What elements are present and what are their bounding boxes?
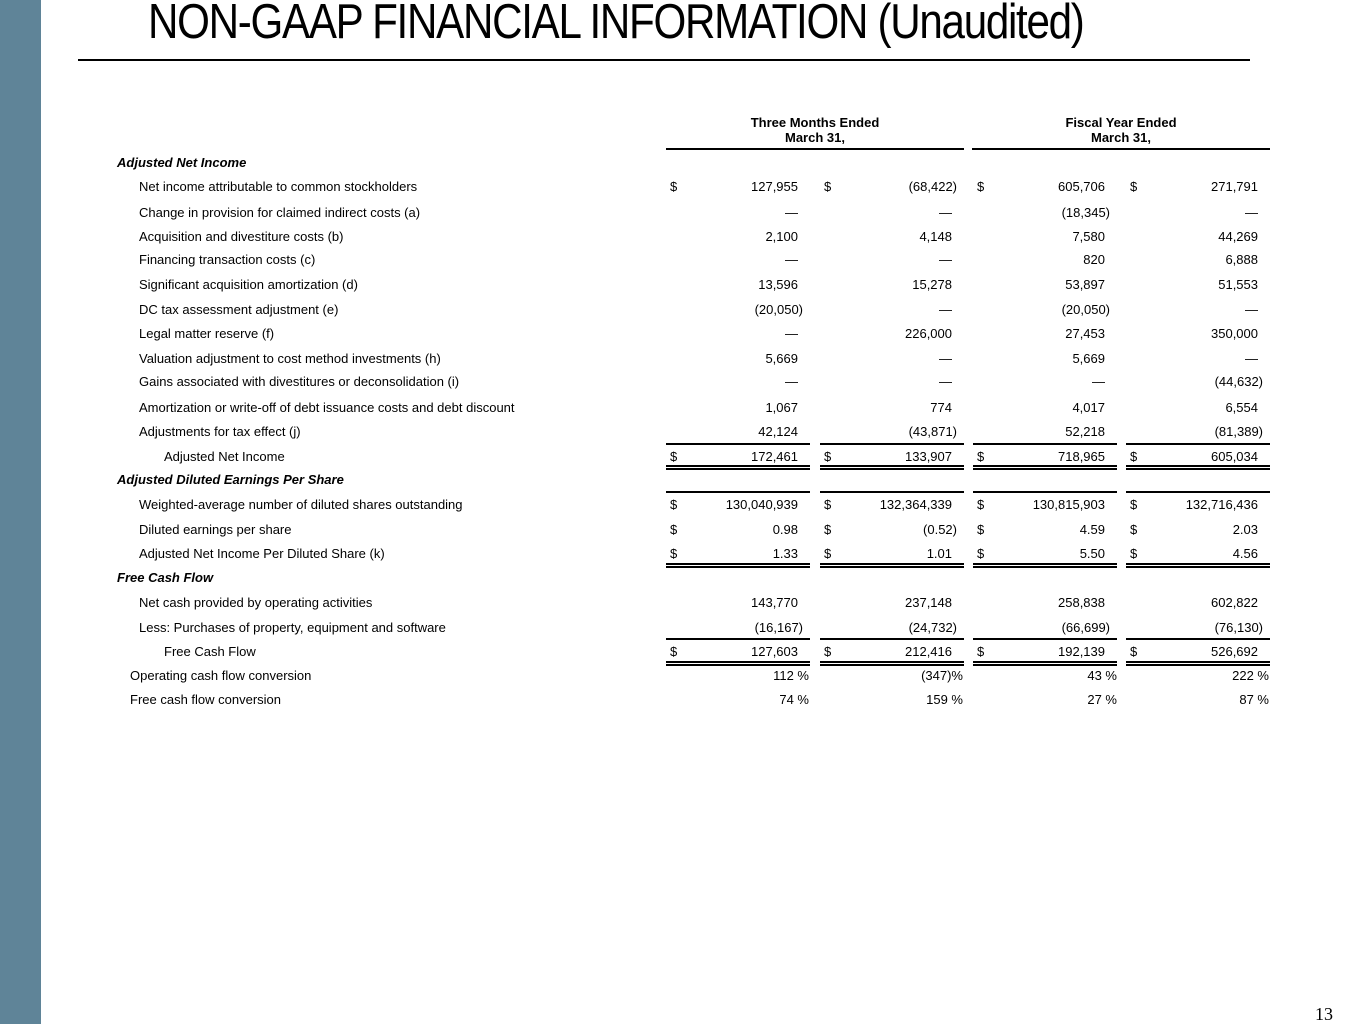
table-row-acquisition-amortization xyxy=(0,275,1365,295)
currency-symbol: $ xyxy=(824,179,832,194)
cell-value: (76,130) xyxy=(1214,620,1263,635)
cell-value: 112 % xyxy=(773,668,809,683)
cell-value: 350,000 xyxy=(1211,326,1258,341)
currency-symbol: $ xyxy=(824,449,832,464)
cell-value: 602,822 xyxy=(1211,595,1258,610)
cell-value: (20,050) xyxy=(1061,302,1110,317)
row-label: Adjusted Net Income Per Diluted Share (k) xyxy=(139,546,385,561)
section-label: Adjusted Diluted Earnings Per Share xyxy=(117,472,344,487)
table-row-valuation-adjustment xyxy=(0,349,1365,369)
row-label: Adjusted Net Income xyxy=(164,449,285,464)
cell-value: 271,791 xyxy=(1211,179,1258,194)
header-fiscal-year xyxy=(972,115,1270,145)
cell-value: 2,100 xyxy=(765,229,798,244)
cell-value: 5,669 xyxy=(1072,351,1105,366)
section-label: Free Cash Flow xyxy=(117,570,214,585)
cell-value: — xyxy=(785,205,798,220)
table-row-legal-matter-reserve xyxy=(0,324,1365,344)
cell-value: — xyxy=(1092,374,1105,389)
cell-value: (24,732) xyxy=(908,620,957,635)
cell-value: (66,699) xyxy=(1061,620,1110,635)
row-label: Financing transaction costs (c) xyxy=(139,252,316,267)
table-row-adjusted-eps xyxy=(0,544,1365,564)
currency-symbol: $ xyxy=(977,546,985,561)
row-label: Valuation adjustment to cost method investments (h) xyxy=(139,351,441,366)
cell-value: (43,871) xyxy=(908,424,957,439)
cell-value: 0.98 xyxy=(772,522,798,537)
cell-value: 4,017 xyxy=(1072,400,1105,415)
cell-value: 4.59 xyxy=(1079,522,1105,537)
currency-symbol: $ xyxy=(670,449,678,464)
currency-symbol: $ xyxy=(1130,179,1138,194)
cell-value: 4,148 xyxy=(919,229,952,244)
row-label: Operating cash flow conversion xyxy=(130,668,312,683)
cell-value: 132,716,436 xyxy=(1185,497,1258,512)
currency-symbol: $ xyxy=(1130,497,1138,512)
cell-value: 605,706 xyxy=(1058,179,1105,194)
subtotal-rule xyxy=(1126,638,1270,640)
currency-symbol: $ xyxy=(977,497,985,512)
cell-value: 2.03 xyxy=(1232,522,1258,537)
cell-value: — xyxy=(1245,205,1258,220)
currency-symbol: $ xyxy=(824,644,832,659)
cell-value: 774 xyxy=(930,400,952,415)
table-row-free-conversion xyxy=(0,690,1365,710)
currency-symbol: $ xyxy=(824,497,832,512)
subtotal-rule xyxy=(973,638,1117,640)
table-row-change-in-provision xyxy=(0,203,1365,223)
currency-symbol: $ xyxy=(670,522,678,537)
table-row-net-income xyxy=(0,177,1365,197)
currency-symbol: $ xyxy=(1130,522,1138,537)
header-fiscal-year-line2: March 31, xyxy=(1091,130,1151,145)
header-three-months-line1: Three Months Ended xyxy=(750,115,880,130)
cell-value: — xyxy=(785,326,798,341)
row-label: Acquisition and divestiture costs (b) xyxy=(139,229,344,244)
cell-value: 44,269 xyxy=(1218,229,1258,244)
row-label: Change in provision for claimed indirect costs (a) xyxy=(139,205,421,220)
cell-value: — xyxy=(785,252,798,267)
cell-value: 52,218 xyxy=(1065,424,1105,439)
table-row-diluted-eps xyxy=(0,520,1365,540)
subtotal-rule xyxy=(1126,443,1270,445)
table-row-financing-costs xyxy=(0,250,1365,270)
section-rule xyxy=(1126,491,1270,493)
table-row-capex xyxy=(0,618,1365,638)
table-row-free-cash-flow xyxy=(0,642,1365,662)
page-title: NON-GAAP FINANCIAL INFORMATION (Unaudited) xyxy=(148,0,1084,49)
cell-value: 258,838 xyxy=(1058,595,1105,610)
cell-value: (81,389) xyxy=(1214,424,1263,439)
cell-value: 74 % xyxy=(779,692,809,707)
cell-value: (68,422) xyxy=(908,179,957,194)
table-row-divestiture-gains xyxy=(0,372,1365,392)
subtotal-rule xyxy=(666,638,810,640)
cell-value: 820 xyxy=(1083,252,1105,267)
cell-value: — xyxy=(1245,302,1258,317)
row-label: Less: Purchases of property, equipment and software xyxy=(139,620,446,635)
currency-symbol: $ xyxy=(824,522,832,537)
table-row-adjusted-net-income xyxy=(0,447,1365,467)
currency-symbol: $ xyxy=(977,449,985,464)
currency-symbol: $ xyxy=(1130,546,1138,561)
table-row-operating-cash xyxy=(0,593,1365,613)
row-label: Gains associated with divestitures or deconsolidation (i) xyxy=(139,374,460,389)
row-label: Significant acquisition amortization (d) xyxy=(139,277,358,292)
cell-value: 526,692 xyxy=(1211,644,1258,659)
header-three-months-rule xyxy=(666,148,964,150)
section-rule xyxy=(973,491,1117,493)
cell-value: 143,770 xyxy=(751,595,798,610)
header-three-months xyxy=(666,115,964,145)
title-divider xyxy=(78,59,1250,61)
currency-symbol: $ xyxy=(824,546,832,561)
cell-value: — xyxy=(1245,351,1258,366)
cell-value: 7,580 xyxy=(1072,229,1105,244)
cell-value: (20,050) xyxy=(754,302,803,317)
row-label: Diluted earnings per share xyxy=(139,522,292,537)
cell-value: 718,965 xyxy=(1058,449,1105,464)
cell-value: 6,554 xyxy=(1225,400,1258,415)
cell-value: 212,416 xyxy=(905,644,952,659)
cell-value: 27 % xyxy=(1087,692,1117,707)
row-label: Weighted-average number of diluted shares outstanding xyxy=(139,497,463,512)
header-fiscal-year-rule xyxy=(972,148,1270,150)
section-free-cash-flow xyxy=(0,568,1365,588)
table-row-debt-amortization xyxy=(0,398,1365,418)
cell-value: — xyxy=(939,252,952,267)
currency-symbol: $ xyxy=(670,644,678,659)
row-label: Free Cash Flow xyxy=(164,644,256,659)
page-number: 13 xyxy=(1315,1004,1333,1024)
row-label: Net cash provided by operating activities xyxy=(139,595,373,610)
cell-value: 222 % xyxy=(1232,668,1269,683)
subtotal-rule xyxy=(666,443,810,445)
section-rule xyxy=(820,491,964,493)
header-fiscal-year-line1: Fiscal Year Ended xyxy=(1065,115,1177,130)
currency-symbol: $ xyxy=(977,644,985,659)
cell-value: — xyxy=(939,374,952,389)
cell-value: (0.52) xyxy=(923,522,957,537)
cell-value: 87 % xyxy=(1239,692,1269,707)
cell-value: 237,148 xyxy=(905,595,952,610)
table-row-acquisition-costs xyxy=(0,227,1365,247)
cell-value: 4.56 xyxy=(1232,546,1258,561)
cell-value: 42,124 xyxy=(758,424,798,439)
row-label: Adjustments for tax effect (j) xyxy=(139,424,301,439)
cell-value: 5,669 xyxy=(765,351,798,366)
row-label: Amortization or write-off of debt issuance costs and debt discount xyxy=(139,400,515,415)
cell-value: 5.50 xyxy=(1079,546,1105,561)
cell-value: — xyxy=(939,302,952,317)
currency-symbol: $ xyxy=(977,179,985,194)
row-label: DC tax assessment adjustment (e) xyxy=(139,302,339,317)
cell-value: (16,167) xyxy=(754,620,803,635)
cell-value: 27,453 xyxy=(1065,326,1105,341)
currency-symbol: $ xyxy=(1130,644,1138,659)
cell-value: 13,596 xyxy=(758,277,798,292)
subtotal-rule xyxy=(973,443,1117,445)
section-label: Adjusted Net Income xyxy=(117,155,247,170)
table-row-diluted-shares xyxy=(0,495,1365,515)
cell-value: — xyxy=(939,205,952,220)
section-adjusted-eps xyxy=(0,470,1365,490)
cell-value: (18,345) xyxy=(1061,205,1110,220)
subtotal-rule xyxy=(820,638,964,640)
cell-value: — xyxy=(939,351,952,366)
cell-value: 15,278 xyxy=(912,277,952,292)
cell-value: (44,632) xyxy=(1214,374,1263,389)
cell-value: — xyxy=(785,374,798,389)
cell-value: 133,907 xyxy=(905,449,952,464)
table-row-operating-conversion xyxy=(0,666,1365,686)
currency-symbol: $ xyxy=(670,497,678,512)
cell-value: 130,040,939 xyxy=(725,497,798,512)
cell-value: 1.01 xyxy=(926,546,952,561)
row-label: Legal matter reserve (f) xyxy=(139,326,275,341)
row-label: Free cash flow conversion xyxy=(130,692,282,707)
row-label: Net income attributable to common stockholders xyxy=(139,179,418,194)
header-three-months-line2: March 31, xyxy=(785,130,845,145)
currency-symbol: $ xyxy=(670,179,678,194)
cell-value: 43 % xyxy=(1087,668,1117,683)
cell-value: 127,955 xyxy=(751,179,798,194)
cell-value: (347)% xyxy=(921,668,963,683)
cell-value: 130,815,903 xyxy=(1032,497,1105,512)
cell-value: 6,888 xyxy=(1225,252,1258,267)
cell-value: 159 % xyxy=(926,692,963,707)
cell-value: 132,364,339 xyxy=(879,497,952,512)
cell-value: 1,067 xyxy=(765,400,798,415)
cell-value: 127,603 xyxy=(751,644,798,659)
currency-symbol: $ xyxy=(1130,449,1138,464)
cell-value: 605,034 xyxy=(1211,449,1258,464)
cell-value: 226,000 xyxy=(905,326,952,341)
table-row-tax-effect xyxy=(0,422,1365,442)
subtotal-rule xyxy=(820,443,964,445)
cell-value: 53,897 xyxy=(1065,277,1105,292)
cell-value: 192,139 xyxy=(1058,644,1105,659)
currency-symbol: $ xyxy=(670,546,678,561)
cell-value: 1.33 xyxy=(772,546,798,561)
currency-symbol: $ xyxy=(977,522,985,537)
table-row-dc-tax-adjustment xyxy=(0,300,1365,320)
section-rule xyxy=(666,491,810,493)
cell-value: 51,553 xyxy=(1218,277,1258,292)
section-adjusted-net-income xyxy=(0,153,1365,173)
cell-value: 172,461 xyxy=(751,449,798,464)
